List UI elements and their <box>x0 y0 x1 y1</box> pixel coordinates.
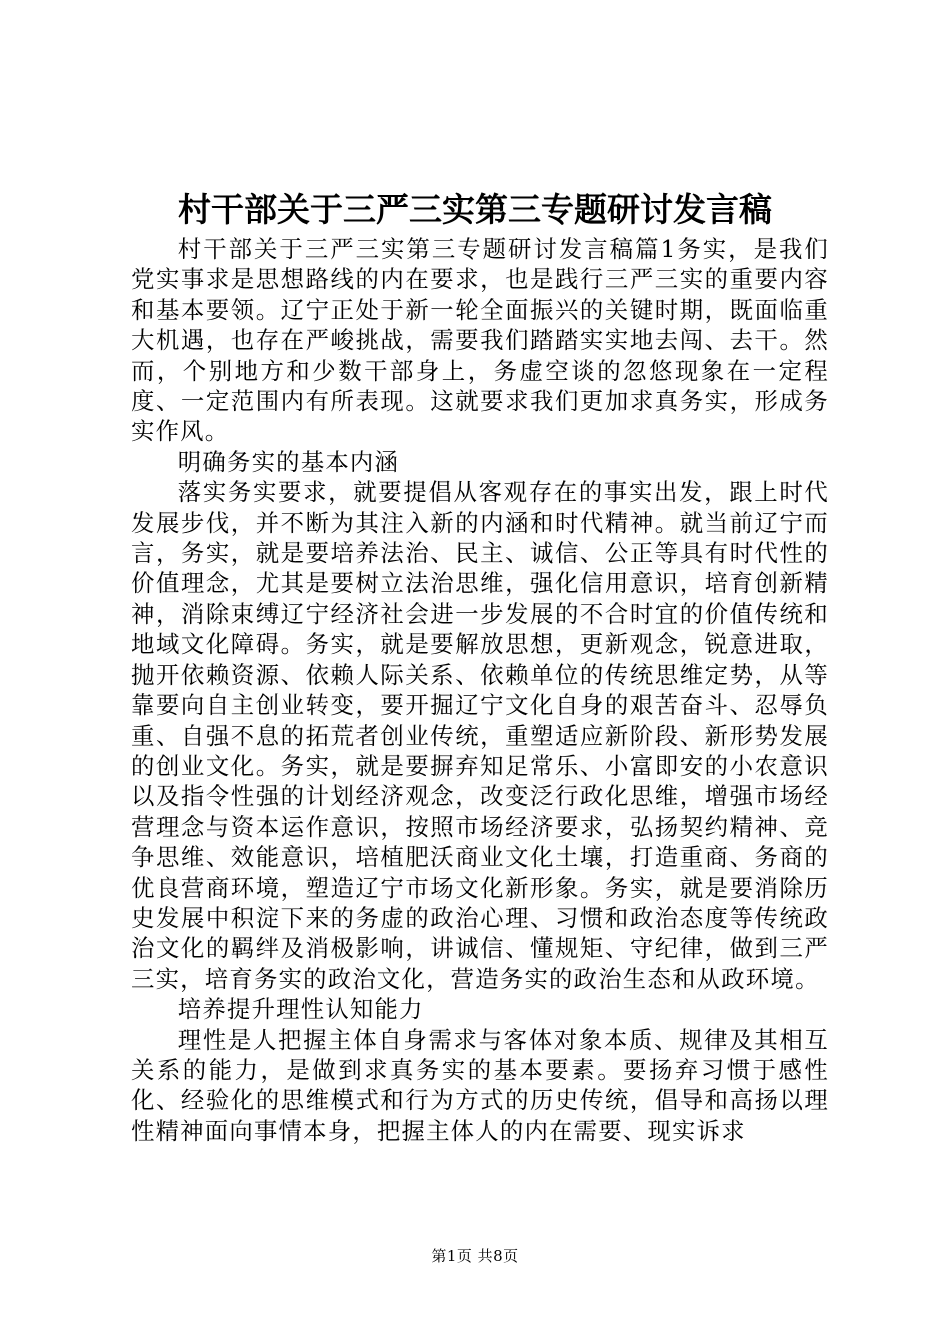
section-heading: 培养提升理性认知能力 <box>177 995 424 1024</box>
page-footer: 第1页 共8页 <box>431 1247 519 1265</box>
paragraph: 落实务实要求，就要提倡从客观存在的事实出发，跟上时代发展步伐，并不断为其注入新的内涵和时代精神。就当前辽宁而言，务实，就是要培养法治、民主、诚信、公正等具有时代性的价值理念，尤其是要树立法治思维，强化信用意识，培育创新精神，消除束缚辽宁经济社会进一步发展的不合时宜的价值传统和地域文化障碍。务实，就是要解放思想，更新观念，锐意进取，抛开依赖资源、依赖人际关系、依赖单位的传统思维定势，从等靠要向自主创业转变，要开掘辽宁文化自身的艰苦奋斗、忍辱负重、自强不息的拓荒者创业传统，重塑适应新阶段、新形势发展的创业文化。务实，就是要摒弃知足常乐、小富即安的小农意识以及指令性强的计划经济观念，改变泛行政化思维，增强市场经营理念与资本运作意识，按照市场经济要求，弘扬契约精神、竞争思维、效能意识，培植肥沃商业文化土壤，打造重商、务商的优良营商环境，塑造辽宁市场文化新形象。务实，就是要消除历史发展中积淀下来的务虚的政治心理、习惯和政治态度等传统政治文化的羁绊及消极影响，讲诚信、懂规矩、守纪律，做到三严三实，培育务实的政治文化，营造务实的政治生态和从政环境。 <box>131 478 829 993</box>
paragraph: 村干部关于三严三实第三专题研讨发言稿篇1务实，是我们党实事求是思想路线的内在要求，也是践行三严三实的重要内容和基本要领。辽宁正处于新一轮全面振兴的关键时期，既面临重大机遇，也存在严峻挑战，需要我们踏踏实实地去闯、去干。然而，个别地方和少数干部身上，务虚空谈的忽悠现象在一定程度、一定范围内有所表现。这就要求我们更加求真务实，形成务实作风。 <box>131 235 829 446</box>
document-body <box>131 234 829 1146</box>
section-heading: 明确务实的基本内涵 <box>177 447 400 476</box>
document-title: 村干部关于三严三实第三专题研讨发言稿 <box>178 190 772 229</box>
paragraph: 理性是人把握主体自身需求与客体对象本质、规律及其相互关系的能力，是做到求真务实的基本要素。要扬弃习惯于感性化、经验化的思维模式和行为方式的历史传统，倡导和高扬以理性精神面向事情本身，把握主体人的内在需要、现实诉求 <box>131 1025 829 1145</box>
